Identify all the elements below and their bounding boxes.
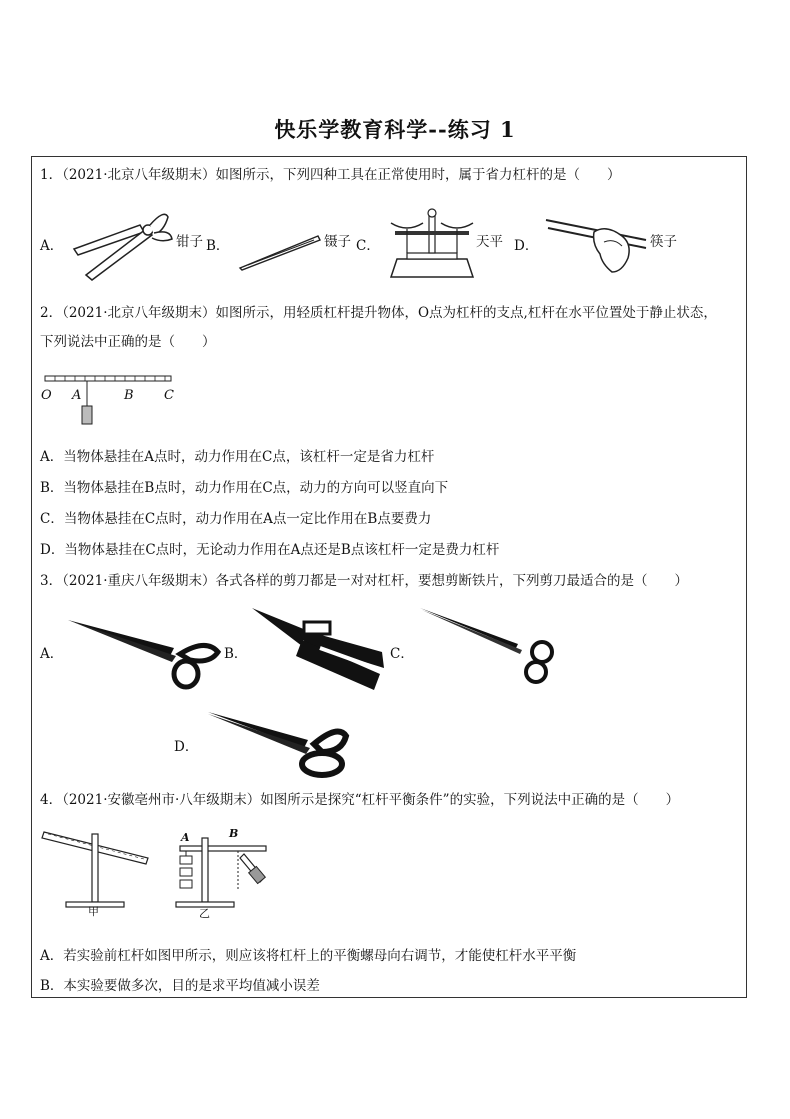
q4-label-a: A — [181, 831, 190, 844]
q4-option-a: A．若实验前杠杆如图甲所示，则应该将杠杆上的平衡螺母向右调节，才能使杠杆水平平衡 — [40, 948, 577, 964]
q2-stem-line1: 2．（2021·北京八年级期末）如图所示，用轻质杠杆提升物体，O点为杠杆的支点,杠杆在水平位置处于静止状态， — [40, 305, 717, 321]
q4-stem: 4．（2021·安徽亳州市·八年级期末）如图所示是探究“杠杆平衡条件”的实验，下列说法中正确的是（ ） — [40, 792, 680, 808]
q1-option-b-label: 镊子 — [324, 234, 351, 250]
q4-label-yi: 乙 — [199, 907, 210, 920]
q2-label-a: A — [72, 388, 82, 403]
q2-option-d: D．当物体悬挂在C点时，无论动力作用在A点还是B点该杠杆一定是费力杠杆 — [40, 542, 500, 558]
q2-label-o: O — [41, 388, 52, 403]
q3-option-a-letter: A． — [40, 646, 64, 662]
q1-option-c-letter: C． — [356, 238, 380, 254]
lever-ruler-diagram — [40, 368, 180, 430]
q2-label-c: C — [164, 388, 174, 403]
q2-option-b: B．当物体悬挂在B点时，动力作用在C点，动力的方向可以竖直向下 — [40, 480, 449, 496]
q1-option-a-letter: A． — [40, 238, 64, 254]
q1-option-c-label: 天平 — [476, 234, 503, 250]
scissors-a-icon — [66, 616, 226, 692]
chopsticks-icon — [544, 214, 649, 274]
page-title: 快乐学教育科学--练习 1 — [274, 117, 516, 142]
q3-option-c-letter: C． — [390, 646, 414, 662]
lever-experiment-diagram — [38, 820, 278, 920]
tin-snips-b-icon — [250, 606, 390, 692]
q1-option-b-letter: B． — [206, 238, 230, 254]
q3-option-d-letter: D． — [174, 739, 199, 755]
q2-stem-line2: 下列说法中正确的是（ ） — [40, 334, 216, 350]
q2-option-a: A．当物体悬挂在A点时，动力作用在C点，该杠杆一定是省力杠杆 — [40, 449, 435, 465]
q1-stem: 1．（2021·北京八年级期末）如图所示，下列四种工具在正常使用时，属于省力杠杆的是（ ） — [40, 167, 621, 183]
tweezers-icon — [238, 232, 322, 272]
q3-stem: 3．（2021·重庆八年级期末）各式各样的剪刀都是一对对杠杆，要想剪断铁片，下列剪刀最适合的是（ ） — [40, 573, 688, 589]
scissors-c-icon — [418, 606, 558, 686]
q1-option-a-label: 钳子 — [176, 234, 203, 250]
balance-scale-icon — [387, 207, 477, 279]
q2-label-b: B — [124, 388, 134, 403]
q4-option-b: B．本实验要做多次，目的是求平均值减小误差 — [40, 978, 320, 994]
q4-label-b: B — [229, 827, 239, 840]
q3-option-b-letter: B． — [224, 646, 248, 662]
pliers-icon — [68, 205, 178, 280]
q1-option-d-letter: D． — [514, 238, 539, 254]
q4-label-jia: 甲 — [88, 905, 99, 918]
q1-option-d-label: 筷子 — [650, 234, 677, 250]
scissors-d-icon — [206, 710, 350, 780]
q2-option-c: C．当物体悬挂在C点时，动力作用在A点一定比作用在B点要费力 — [40, 511, 432, 527]
